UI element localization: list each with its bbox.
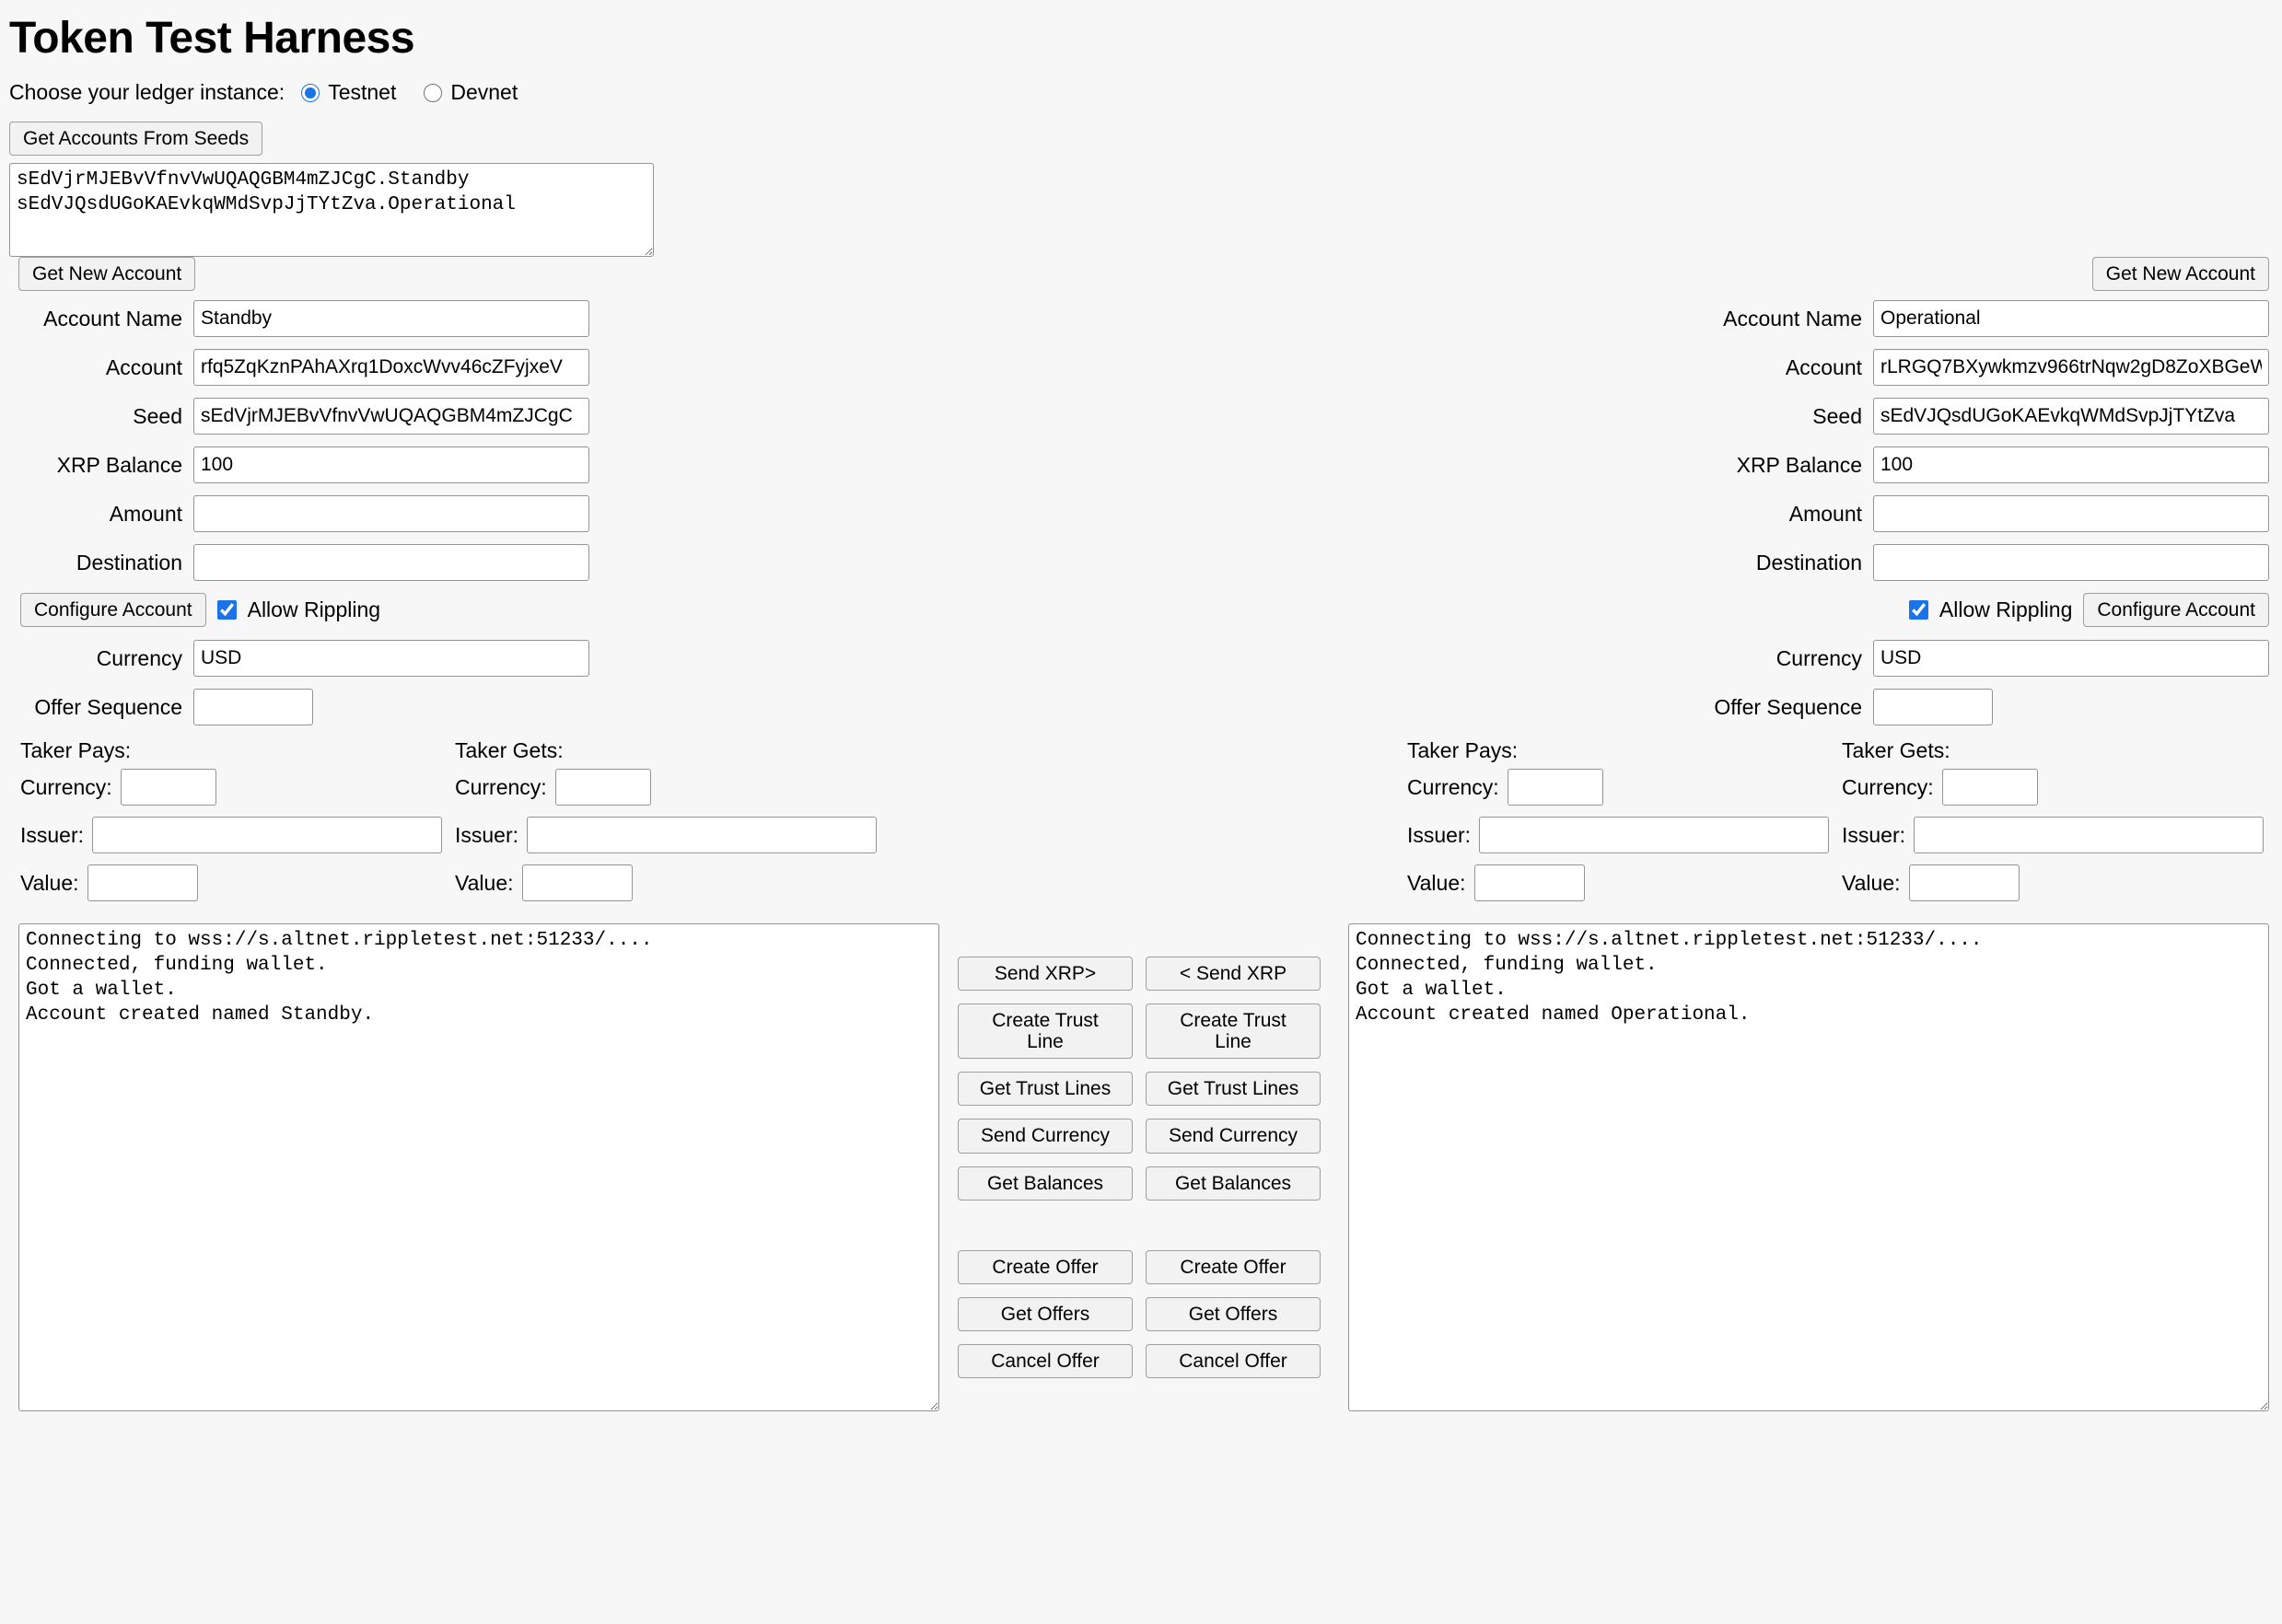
operational-seed-input[interactable] xyxy=(1873,398,2269,435)
operational-currency-label: Currency xyxy=(1776,645,1862,670)
operational-taker-gets-issuer-cell xyxy=(1842,817,2276,853)
operational-taker-pays-issuer-cell xyxy=(1407,817,1842,853)
standby-taker-gets-currency-input[interactable] xyxy=(555,769,651,806)
standby-account-name-row xyxy=(0,300,949,337)
standby-taker-pays-currency-label: Currency: xyxy=(20,774,112,799)
operational-configure-row xyxy=(1333,593,2269,627)
standby-taker-gets-issuer-cell xyxy=(455,817,890,853)
standby-taker-gets-value-input[interactable] xyxy=(522,864,633,901)
operational-taker-pays-value-input[interactable] xyxy=(1474,864,1585,901)
operational-send-currency-button[interactable]: Send Currency xyxy=(1146,1119,1321,1153)
radio-testnet-input[interactable] xyxy=(301,84,320,102)
operational-offer-sequence-row xyxy=(1333,689,2282,725)
standby-taker-currency-row xyxy=(20,769,949,806)
operational-allow-rippling-label: Allow Rippling xyxy=(1939,597,2073,622)
operational-taker-gets-value-label: Value: xyxy=(1842,870,1901,895)
standby-seed-input[interactable] xyxy=(193,398,589,435)
operational-account-label: Account xyxy=(1785,354,1862,379)
operational-configure-account-button[interactable]: Configure Account xyxy=(2083,593,2269,627)
operational-offer-sequence-label: Offer Sequence xyxy=(1714,694,1862,719)
standby-create-trust-line-button[interactable]: Create Trust Line xyxy=(958,1003,1133,1059)
operational-taker-pays-currency-label: Currency: xyxy=(1407,774,1499,799)
send-xrp-to-operational-button[interactable]: Send XRP> xyxy=(958,957,1133,991)
standby-allow-rippling-label: Allow Rippling xyxy=(247,597,381,622)
operational-xrp-balance-input[interactable] xyxy=(1873,447,2269,483)
standby-taker-pays-value-input[interactable] xyxy=(87,864,198,901)
operational-taker-pays-value-label: Value: xyxy=(1407,870,1466,895)
operational-amount-label: Amount xyxy=(1788,501,1862,526)
standby-taker-pays-heading: Taker Pays: xyxy=(20,738,132,763)
operational-destination-input[interactable] xyxy=(1873,544,2269,581)
standby-offer-sequence-input[interactable] xyxy=(193,689,313,725)
standby-account-name-label: Account Name xyxy=(43,306,182,331)
standby-destination-row xyxy=(0,544,949,581)
standby-taker-gets-value-label: Value: xyxy=(455,870,514,895)
operational-seed-row xyxy=(1333,398,2282,435)
operational-account-name-row xyxy=(1333,300,2282,337)
operational-destination-row xyxy=(1333,544,2282,581)
standby-taker-pays-issuer-label: Issuer: xyxy=(20,822,85,847)
standby-taker-gets-issuer-input[interactable] xyxy=(527,817,877,853)
operational-taker-gets-value-input[interactable] xyxy=(1909,864,2020,901)
standby-log-textarea[interactable] xyxy=(18,923,939,1411)
standby-taker-gets-currency-label: Currency: xyxy=(455,774,547,799)
operational-xrp-balance-row xyxy=(1333,447,2282,483)
standby-offer-sequence-label: Offer Sequence xyxy=(34,694,182,719)
operational-taker-gets-heading: Taker Gets: xyxy=(1842,738,1950,763)
operational-taker-gets-issuer-input[interactable] xyxy=(1914,817,2264,853)
standby-configure-row xyxy=(20,593,949,627)
standby-account-name-input[interactable] xyxy=(193,300,589,337)
standby-taker-issuer-row xyxy=(20,817,949,853)
standby-offer-sequence-row xyxy=(0,689,949,725)
operational-amount-row xyxy=(1333,495,2282,532)
operational-create-offer-button[interactable]: Create Offer xyxy=(1146,1250,1321,1284)
send-xrp-to-standby-button[interactable]: < Send XRP xyxy=(1146,957,1321,991)
standby-get-offers-button[interactable]: Get Offers xyxy=(958,1297,1133,1331)
standby-taker-pays-issuer-input[interactable] xyxy=(92,817,442,853)
standby-cancel-offer-button[interactable]: Cancel Offer xyxy=(958,1344,1133,1378)
standby-taker-pays-currency-cell xyxy=(20,769,455,806)
standby-taker-pays-value-label: Value: xyxy=(20,870,79,895)
operational-seed-label: Seed xyxy=(1812,403,1862,428)
operational-panel xyxy=(1333,257,2282,1411)
standby-panel xyxy=(0,257,949,1411)
standby-currency-input[interactable] xyxy=(193,640,589,677)
standby-taker-pays-currency-input[interactable] xyxy=(121,769,216,806)
operational-taker-pays-heading: Taker Pays: xyxy=(1407,738,1519,763)
standby-taker-value-row xyxy=(20,864,949,901)
operational-amount-input[interactable] xyxy=(1873,495,2269,532)
standby-xrp-balance-row xyxy=(0,447,949,483)
operational-allow-rippling-checkbox[interactable] xyxy=(1909,600,1928,620)
standby-seed-row xyxy=(0,398,949,435)
operational-offer-sequence-input[interactable] xyxy=(1873,689,1993,725)
operational-taker-gets-value-cell xyxy=(1842,864,2276,901)
standby-xrp-balance-label: XRP Balance xyxy=(56,452,182,477)
seeds-textarea[interactable] xyxy=(9,163,654,257)
standby-seed-label: Seed xyxy=(133,403,182,428)
standby-amount-input[interactable] xyxy=(193,495,589,532)
operational-destination-label: Destination xyxy=(1755,550,1862,574)
standby-destination-input[interactable] xyxy=(193,544,589,581)
standby-create-offer-button[interactable]: Create Offer xyxy=(958,1250,1133,1284)
operational-taker-gets-issuer-label: Issuer: xyxy=(1842,822,1906,847)
operational-account-row xyxy=(1333,349,2282,386)
ledger-instance-selector xyxy=(9,80,2282,105)
standby-account-input[interactable] xyxy=(193,349,589,386)
operational-taker-gets-currency-cell xyxy=(1842,769,2276,806)
operational-get-trust-lines-button[interactable]: Get Trust Lines xyxy=(1146,1072,1321,1106)
radio-devnet-label: Devnet xyxy=(450,80,518,104)
middle-left-spacer xyxy=(958,1213,1133,1237)
operational-get-balances-button[interactable]: Get Balances xyxy=(1146,1166,1321,1201)
standby-get-balances-button[interactable]: Get Balances xyxy=(958,1166,1133,1201)
middle-actions-panel xyxy=(958,257,1326,1378)
middle-right-button-column xyxy=(1146,957,1321,1378)
operational-taker-pays-currency-cell xyxy=(1407,769,1842,806)
operational-taker-pays-issuer-label: Issuer: xyxy=(1407,822,1472,847)
standby-taker-gets-currency-cell xyxy=(455,769,890,806)
standby-taker-gets-value-cell xyxy=(455,864,890,901)
standby-account-label: Account xyxy=(105,354,182,379)
operational-taker-headings xyxy=(1407,738,2282,763)
get-accounts-from-seeds-button[interactable]: Get Accounts From Seeds xyxy=(9,122,262,156)
standby-currency-row xyxy=(0,640,949,677)
radio-testnet-label: Testnet xyxy=(328,80,397,104)
operational-taker-issuer-row xyxy=(1407,817,2282,853)
middle-right-spacer xyxy=(1146,1213,1321,1237)
standby-send-currency-button[interactable]: Send Currency xyxy=(958,1119,1133,1153)
operational-account-name-input[interactable] xyxy=(1873,300,2269,337)
standby-amount-row xyxy=(0,495,949,532)
page-title: Token Test Harness xyxy=(9,14,415,63)
radio-devnet[interactable] xyxy=(424,80,518,105)
operational-xrp-balance-label: XRP Balance xyxy=(1736,452,1862,477)
operational-cancel-offer-button[interactable]: Cancel Offer xyxy=(1146,1344,1321,1378)
operational-taker-gets-currency-label: Currency: xyxy=(1842,774,1934,799)
operational-account-input[interactable] xyxy=(1873,349,2269,386)
operational-taker-gets-currency-input[interactable] xyxy=(1942,769,2038,806)
radio-devnet-input[interactable] xyxy=(424,84,442,102)
standby-account-row xyxy=(0,349,949,386)
standby-taker-pays-value-cell xyxy=(20,864,455,901)
operational-get-new-account-button[interactable]: Get New Account xyxy=(2092,257,2269,291)
operational-taker-value-row xyxy=(1407,864,2282,901)
standby-taker-grid xyxy=(20,769,949,901)
standby-taker-gets-issuer-label: Issuer: xyxy=(455,822,519,847)
standby-get-trust-lines-button[interactable]: Get Trust Lines xyxy=(958,1072,1133,1106)
operational-get-offers-button[interactable]: Get Offers xyxy=(1146,1297,1321,1331)
operational-create-trust-line-button[interactable]: Create Trust Line xyxy=(1146,1003,1321,1059)
operational-account-name-label: Account Name xyxy=(1723,306,1862,331)
operational-taker-pays-value-cell xyxy=(1407,864,1842,901)
operational-taker-pays-issuer-input[interactable] xyxy=(1479,817,1829,853)
standby-destination-label: Destination xyxy=(76,550,182,574)
standby-taker-gets-heading: Taker Gets: xyxy=(455,738,564,763)
ledger-instance-label: Choose your ledger instance: xyxy=(9,80,285,104)
standby-currency-label: Currency xyxy=(96,645,182,670)
standby-taker-pays-issuer-cell xyxy=(20,817,455,853)
radio-testnet[interactable] xyxy=(301,80,396,105)
operational-taker-grid xyxy=(1407,769,2282,901)
standby-amount-label: Amount xyxy=(109,501,182,526)
middle-left-button-column xyxy=(958,957,1133,1378)
operational-log-textarea[interactable] xyxy=(1348,923,2269,1411)
operational-currency-row xyxy=(1333,640,2282,677)
standby-xrp-balance-input[interactable] xyxy=(193,447,589,483)
standby-taker-headings xyxy=(20,738,949,763)
operational-taker-currency-row xyxy=(1407,769,2282,806)
operational-currency-input[interactable] xyxy=(1873,640,2269,677)
operational-taker-pays-currency-input[interactable] xyxy=(1508,769,1603,806)
standby-allow-rippling-checkbox[interactable] xyxy=(217,600,237,620)
standby-configure-account-button[interactable]: Configure Account xyxy=(20,593,206,627)
standby-get-new-account-button[interactable]: Get New Account xyxy=(18,257,195,291)
